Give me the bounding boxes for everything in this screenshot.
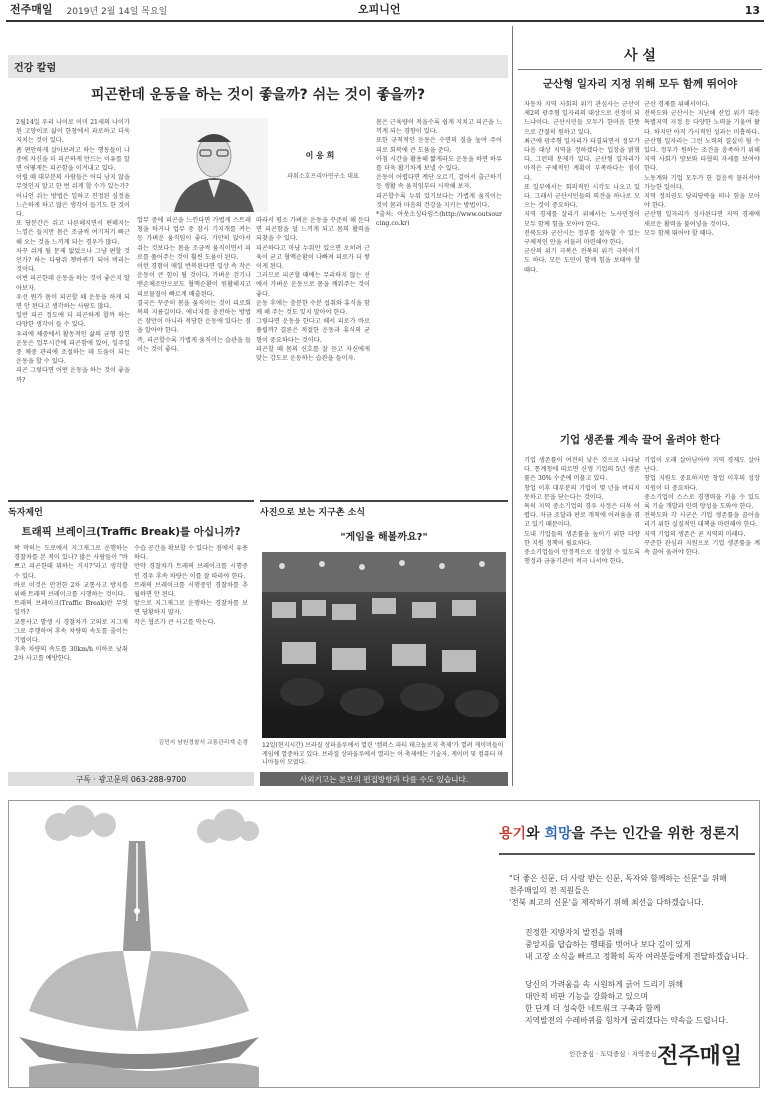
ad-title-courage: 용기 (499, 826, 527, 842)
health-column-tag: 건강 칼럼 (8, 55, 508, 78)
author-portrait-icon (160, 118, 268, 212)
traffic-col1: 꽉 막히는 도로에서 지그재그로 운행하는 경찰차를 본 적이 있나? 많은 사람들이 "바쁘고 피곤한데 뭐하는 거지?"라고 생각할 수 있다. 바로 이것은 안전한 2차 교통사고 방지를 위해 트래픽 브레이크를 시행하는 것이다. 트래픽 브레이크(Traffic Break)란 무엇일까? 교통사고 발생 시 경찰차가 고의로 지그재그로 주행하여 후속 차량의 속도를 줄이는 기법이다. 후속 차량의 속도를 30km/h 이하로 낮춰 2차 사고를 예방한다. (14, 545, 128, 663)
author-affiliation: 파워소호프리아연구소 대표 (287, 173, 359, 180)
ad-paragraph-2: 진정한 지방자치 발전을 위해 중앙지를 답습하는 행태를 벗어나 보다 깊이 있게 내 고장 소식을 빠르고 정확히 독자 여러분들에게 전달하겠습니다. (525, 928, 749, 961)
notice-band: 사외기고는 본보의 편집방향과 다를 수도 있습니다. (260, 772, 508, 786)
editorial2-col1: 기업 생존률이 여전히 낮은 것으로 나타났다. 통계청에 따르면 신생 기업의 5년 생존률은 30% 수준에 머물고 있다. 창업 이후 대부분의 기업이 몇 년을 버티지 못하고 문을 닫는다는 것이다. 특히 지역 중소기업의 경우 사정은 더욱 어렵다. 자금 조달과 판로 개척에 어려움을 겪고 있기 때문이다. 도내 기업들의 생존률을 높이기 위한 다양한 지원 정책이 필요하다. 중소기업들이 안정적으로 성장할 수 있도록 행정과 금융기관이 적극 나서야 한다. (524, 457, 640, 566)
author-photo (160, 118, 268, 212)
ad-brand: 전주매일 (657, 1044, 743, 1069)
masthead-brand: 전주매일 (10, 3, 53, 16)
health-column-col1: 2월14일 우리 나이로 이미 21세의 나이가 된 고양이로 삶이 한창에서 과로하고 더욱 지치는 것이 있다. 좀 편안하게 살아보려고 하는 행동들이 나중에 자신을 더 피곤하게 만드는 이유를 알면 어떻게든 피곤함을 이겨내고 있다. 이럴 때 대부분의 사람들은 어디 남지 않을 무엇인지 알고 한 번 쉬게 할 수가 있는가? 어니언 쉬는 방법은 일하고 진정된 심정을 느슨하게 하고 많은 생각이 들기도 한 것이다. 또 당분간은 쉬고 나른해지면서 편해지는 느낌은 들지만 몸은 조금씩 여기저기 뻐근해 오는 것을 느끼게 되는 경우가 많다. 자꾸 쉬게 될 문제 없었으나 그냥 편할 것인가? 하는 다람쥐 쳇바퀴가 되어 버리는 것이다. 이번 피곤한데 운동을 하는 것이 좋은지 알아보자. 우선 뭔가 몸이 피곤할 때 운동을 하게 되면 안 된다고 생각하는 사람도 많다. 일반 피곤 정도에 더 피곤하게 할까 하는 다양한 생각이 들 수 있다. 우리에 체중에서 활동적인 삶의 균형 잡힌 운동은 업무시간에 피곤함에 있어, 일주일 중 체중 관리에 조절하는 데 도움이 되는 운동을 할 수 있다. 피곤 그렇다면 어떤 운동을 하는 것이 좋을까? (16, 119, 130, 384)
ad-slogan: 인간중심 · 도덕중심 · 지역중심 (569, 1050, 657, 1058)
health-column-band (8, 55, 508, 80)
subscribe-band: 구독 · 광고문의 063-288-9700 (8, 772, 254, 786)
editorial-col2: 군산 경제를 위해서이다. 전북도와 군산시는 지난해 산업 위기 대응 특별지역 지정 등 다양한 노력을 기울여 왔다. 하지만 아직 가시적인 성과는 미흡하다. 군산형 일자리는 그런 노력의 결실이 될 수 있다. 정부가 원하는 조건을 충족하기 위해 지역 사회가 양보와 타협의 자세를 보여야 한다. 노동계와 기업 모두가 한 걸음씩 물러서야 가능한 일이다. 지역 정치권도 당리당략을 떠나 힘을 모아야 한다. 군산형 일자리가 성사된다면 지역 경제에 새로운 활력을 불어넣을 것이다. 모두 함께 뛰어야 할 때다. (644, 101, 760, 237)
editorial-tag: 사 설 (624, 48, 656, 64)
ad-paragraph-1: "더 좋은 신문, 더 사랑 받는 신문, 독자와 함께하는 신문"을 위해 전주매일의 전 직원들은 '전북 최고의 신문'을 제작하기 위해 최선을 다하겠습니다. (509, 874, 727, 907)
page-header (6, 0, 764, 22)
traffic-author: 김민지 남원경찰서 교통관리계 순경 (158, 740, 248, 746)
ad-title (499, 823, 759, 843)
issue-date: 2019년 2월 14일 목요일 (66, 7, 168, 17)
traffic-tag: 독자제언 (8, 500, 254, 518)
photo-story-title: "게임을 해볼까요?" (340, 532, 428, 543)
ad-title-rest: 을 주는 인간을 위한 정론지 (571, 826, 740, 842)
health-column-col4: 몸은 근육량이 적을수록 쉽게 지치고 피곤을 느끼게 되는 경향이 있다. 또한 규칙적인 운동은 수면의 질을 높여 주어 피로 회복에 큰 도움을 준다. 아침 시간을 활용해 짧게라도 운동을 하면 하루를 더욱 활기차게 보낼 수 있다. 운동이 어렵다면 계단 오르기, 걸어서 출근하기 등 생활 속 움직임부터 시작해 보자. 피곤할수록 누워 있기보다는 가볍게 움직이는 것이 몸과 마음의 건강을 지키는 방법이다. *출처: 아웃소싱타임스(http://www.outsourcing.co.kr) (376, 119, 502, 228)
fountain-pen-sailboat-illustration (9, 801, 269, 1087)
ad-panel (8, 800, 760, 1088)
ad-paragraph-3: 당신의 가려움을 속 시원하게 긁어 드리기 위해 대안적 비판 기능을 강화하고 있으며 한 단계 더 성숙한 네트워크 구축과 함께 지역발전의 수레바퀴를 힘차게 굴리겠다는 약속을 드립니다. (525, 980, 729, 1025)
editorial-header (518, 40, 762, 70)
traffic-title: 트래픽 브레이크(Traffic Break)를 아십니까? (21, 526, 241, 538)
ad-title-hope: 희망 (544, 826, 572, 842)
author-name: 이 응 희 (305, 151, 335, 160)
section-name: 오피니언 (358, 3, 401, 16)
editorial2-col2: 기업이 오래 살아남아야 지역 경제도 살아난다. 창업 지원도 중요하지만 창업 이후의 성장 지원이 더 중요하다. 중소기업이 스스로 경쟁력을 키울 수 있도록 기술 개발과 인력 양성을 도와야 한다. 전북도와 각 시군은 기업 생존률을 끌어올리기 위한 실질적인 대책을 마련해야 한다. 지역 기업의 생존은 곧 지역의 미래다. 꾸준한 관심과 지원으로 기업 생존률을 계속 끌어 올려야 한다. (644, 457, 760, 557)
photo-caption: 12일(현지시간) 브라질 상파울루에서 열린 '캠퍼스 파티 테크놀로지 축제'가 열려 게이머들이 게임에 열중하고 있다. 브라질 상파울루에서 열리는 이 축제에는 기술자, 게이머 및 컴퓨터 마니아들이 모였다. (262, 742, 504, 767)
health-column-title: 피곤한데 운동을 하는 것이 좋을까? 쉬는 것이 좋을까? (90, 87, 426, 103)
column-divider (512, 26, 513, 786)
ad-title-and: 와 (526, 826, 545, 842)
editorial2-title: 기업 생존률 계속 끌어 올려야 한다 (559, 434, 721, 446)
editorial-title: 군산형 일자리 지정 위해 모두 함께 뛰어야 (542, 78, 738, 90)
ad-title-rule (499, 853, 755, 855)
page-number: 13 (744, 4, 760, 17)
editorial-col1: 자동차 지역 사회의 위기 관심사는 군산이 제2의 광주형 일자리의 대상으로 선정이 되느냐이다. 군산시민들 모두가 한마음 한뜻으로 간절히 원하고 있다. 최근에 광주형 일자리가 타결되면서 정부가 다음 대상 지역을 정하겠다는 입장을 밝혔다. 그런데 문제가 있다. 군산형 일자리가 아직은 구체적인 계획이 부족하다는 점이다. 또 일부에서는 회의적인 시각도 나오고 있다. 그래서 군산시민들의 의견을 하나로 모으는 것이 중요하다. 지역 경제를 살리기 위해서는 노사민정이 모두 함께 힘을 모아야 한다. 전북도와 군산시는 정부를 설득할 수 있는 구체적인 안을 서둘러 마련해야 한다. 군산의 위기 극복은 전북의 위기 극복이기도 하다. 모든 도민이 함께 힘을 보태야 할 때다. (524, 101, 640, 274)
photo-story-tag: 사진으로 보는 지구촌 소식 (260, 500, 508, 518)
traffic-col2: 수습 공간을 확보할 수 있다는 점에서 유용하다. 만약 경찰차가 트래픽 브레이크를 시행중인 경우 후속 차량은 이를 잘 따라야 한다. 트래픽 브레이크를 시행중인 경찰차를 추월하면 안 된다. 앞으로 지그재그로 운행하는 경찰차를 보면 당황하지 말자. 작은 협조가 큰 사고를 막는다. (134, 545, 248, 626)
health-column-col3: 따라서 평소 가벼운 운동을 꾸준히 해 둔다면 피곤함을 덜 느끼게 되고 몸의 활력을 되찾을 수 있다. 피곤하다고 마냥 누워만 있으면 오히려 근육이 굳고 혈액순환이 나빠져 피로가 더 쌓이게 된다. 그러므로 피곤할 때에는 무리하지 않는 선에서 가벼운 운동으로 몸을 깨워주는 것이 좋다. 운동 후에는 충분한 수분 섭취와 휴식을 함께 해 주는 것도 잊지 말아야 한다. 그렇다면 운동을 한다고 해서 피로가 바로 풀릴까? 결론은 적절한 운동과 휴식의 균형이 중요하다는 것이다. 피곤할 때 몸의 신호를 잘 듣고 자신에게 맞는 강도로 운동하는 습관을 들이자. (256, 217, 370, 363)
gaming-photo (262, 552, 506, 738)
gaming-hall-image (262, 552, 506, 738)
health-column-col2: 업무 중에 피곤을 느낀다면 가볍게 스트레칭을 하거나 업무 중 잠시 기지개를 켜는 등 가벼운 움직임이 좋다. 가만히 앉아서 쉬는 것보다는 몸을 조금씩 움직이면서 피로를 풀어주는 것이 훨씬 도움이 된다. 이런 경험이 매일 반복된다면 일상 속 작은 운동이 큰 힘이 될 것이다. 가벼운 걷기나 맨손체조만으로도 혈액순환이 원활해지고 피로물질이 빠르게 배출된다. 결국은 꾸준히 몸을 움직이는 것이 피로회복의 지름길이다. 에너지를 충전하는 방법은 잠만이 아니라 적당한 운동에 있다는 점을 알아야 한다. 즉, 피곤할수록 가볍게 움직이는 습관을 들이는 것이 좋다. (137, 217, 251, 353)
